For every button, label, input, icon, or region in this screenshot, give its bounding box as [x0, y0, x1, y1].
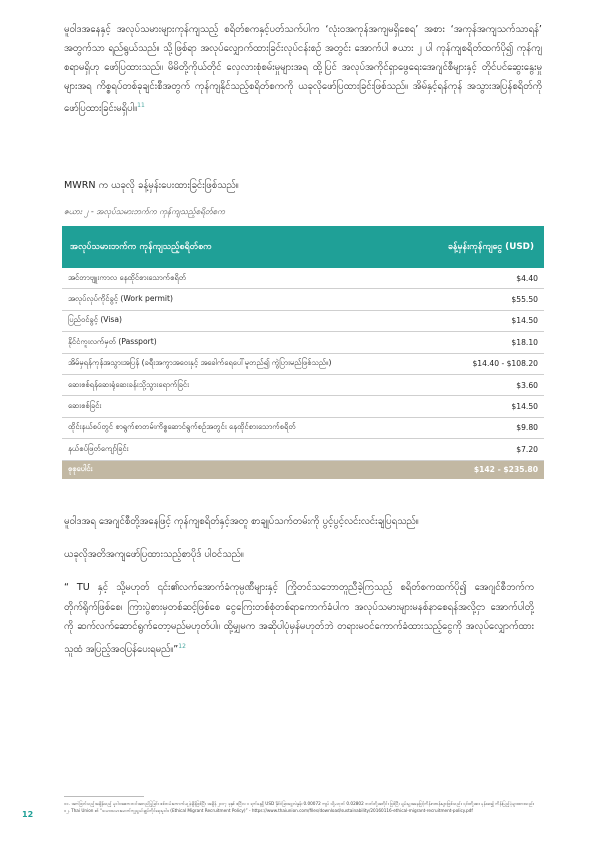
- row-cost: $3.60: [438, 374, 544, 395]
- row-cost: $18.10: [438, 332, 544, 353]
- table-row: [62, 332, 544, 353]
- policy-paragraph: မူဝါဒအရ အေဂျင်စီတို့အနေဖြင့် ကုန်ကျစရိတ်နှင့်အတူ စာချုပ်သက်တမ်းကို ပွင့်ပွင့်လင်းလင်းချပြရသည်။: [64, 516, 419, 527]
- quote-text: “ TU နှင့် သို့မဟုတ် ၎င်း၏လက်အောက်ခံကုမ္ပဏီများနှင့် ကြိုတင်သဘောတူညီခဲ့ကြသည့် စရိတ်စကထက်ပို၍ အေဂျင်စီဘက်က တိုက်ရိုက်ဖြစ်စေ၊ ကြားပွဲစားမှတစ်ဆင့်ဖြစ်စေ ငွေကြေးတစ်စုံတစ်ရာကောက်ခံပါက အလုပ်သမားများမနစ်နာစေရန်အလို့ငှာ အောက်ပါတို့ကို ဆက်လက်ဆောင်ရွက်တော့မည်မဟုတ်ပါ။ ထို့မျှမက အဆိုပါပုံမှန်မဟုတ်ဘဲ တရားမဝင်ကောက်ခံထားသည့်ငွေကို အလုပ်လျှောက်ထားသူထံ အပြည့်အဝပြန်ပေးရမည်။”: [64, 582, 534, 655]
- row-item: နယ်စပ်ဖြတ်ကျော်ခြင်း: [62, 439, 438, 460]
- row-item: အလုပ်လုပ်ကိုင်ခွင့် (Work permit): [62, 289, 438, 310]
- row-cost: $55.50: [438, 289, 544, 310]
- header-item: အလုပ်သမားဘက်က ကုန်ကျသည့်စရိတ်စက: [62, 226, 438, 268]
- row-item: အင်တာဗျူးကာလ နေထိုင်စားသောက်စရိတ်: [62, 268, 438, 289]
- row-item: ဆေးစစ်ခြင်း: [62, 396, 438, 417]
- table-row: [62, 268, 544, 289]
- intro-text: မူဝါဒအနေနှင့် အလုပ်သမားများကုန်ကျသည့် စရိတ်စကနှင့်ပတ်သက်ပါက ‘လုံးဝအကုန်အကျမရှိစေရ’ အစား ‘အကုန်အကျသက်သာရန်’ အတွက်သာ ရည်ရွယ်သည်။ သို့ဖြစ်ရာ အလုပ်လျှောက်ထားခြင်းလုပ်ငန်းစဉ် အတွင်း အောက်ပါ ဇယား ၂ ပါ ကုန်ကျစရိတ်ထက်ပို၍ ကုန်ကျစရာမရှိဟု ဖော်ပြထားသည်။ မိမိတို့ကိုယ်တိုင် လှေလားစုံစမ်းမှုများအရ ထို့ပြင် အလုပ်အကိုင်ရှာဖွေရေးအေဂျင်စီများနှင့် တိုင်ပင်ဆွေးနွေးမှုများအရ ကိစ္စရပ်တစ်ခုချင်းစီအတွက် ကုန်ကျနိုင်သည့်စရိတ်စကကို ယခုလိုဖော်ပြထားခြင်းဖြစ်သည်။ အိမ်နှင့်ရန်ကုန် အသွားအပြန်စရိတ်ကို ဖော်ပြထားခြင်းမရှိပါ။: [64, 24, 542, 115]
- row-item: ဆေးစစ်ရန်ဆေးရုံဆေးခန်းသို့သွားရောက်ခြင်း: [62, 374, 438, 395]
- cost-table: [62, 226, 544, 479]
- row-cost: $14.50: [438, 310, 544, 331]
- footnote-11: ၁၁. အကဲဖြတ်သည့်အချိန်သည့် မူဝါဒအစကတင်အတည်ပြုခြင်း စစ်တမ်းကောက်ယူခဲ့ချိန်ဖြစ်ပြီး အချိန် ၂၀၁၇ ခုနှစ် ဧပြီလ ၁ ရက်နေ့ရှိ USD နိုင်ငံခြားငွေလဲနှုန်း 0.00072 ကျပ် သို့မဟုတ် 0.02802 ဘတ်တို့အတိုင်း ဖြစ်ပြီး ပျမ်းမျှအနေဖြင့်ကိန်းဂဏန်းများဖြစ်သည်။ ၎င်းတို့အား မှန်းဆ၍ ကိန်းပြည့်ပုံများထားသည်။: [64, 801, 535, 806]
- row-cost: $14.40 - $108.20: [438, 353, 544, 374]
- table-row: [62, 439, 544, 460]
- row-item: အိမ်မှရန်ကုန်အသွားအပြန် (ခရီးအကွာအဝေးနှင့် အခေါက်ရေပေါ်မူတည်၍ ကွဲပြားမည်ဖြစ်သည်။): [62, 353, 438, 374]
- table-caption: ဇယား ၂ - အလုပ်သမားဘက်က ကုန်ကျသည့်စရိတ်စက: [64, 207, 225, 216]
- intro-paragraph: [64, 20, 542, 118]
- header-cost: ခန့်မှန်းကုန်ကျငွေ (USD): [438, 226, 544, 268]
- total-label: စုစုပေါင်း: [62, 460, 438, 479]
- row-item: ပြည်ဝင်ခွင့် (Visa): [62, 310, 438, 331]
- page-number: 12: [22, 810, 34, 819]
- table-row: [62, 417, 544, 438]
- table-total-row: [62, 460, 544, 479]
- row-cost: $9.80: [438, 417, 544, 438]
- table-row: [62, 374, 544, 395]
- footnote-12[interactable]: ၁၂. Thai Union ၏ “သမားသမားမောက်ကူညွယ်ချုပ်ကိုင်ရေးမူဝါဒ (Ethical Migrant Recruitment Policy)” - https://www.thaiunion.com/files/download/sustainability/20160116-ethical-migrant-recruitment-policy.pdf: [64, 808, 473, 813]
- table-row: [62, 310, 544, 331]
- row-item: နိုင်ငံကူးလက်မှတ် (Passport): [62, 332, 438, 353]
- row-cost: $4.40: [438, 268, 544, 289]
- total-cost: $142 - $235.80: [438, 460, 544, 479]
- row-cost: $14.50: [438, 396, 544, 417]
- row-cost: $7.20: [438, 439, 544, 460]
- policy-quote: [64, 578, 534, 659]
- table-row: [62, 353, 544, 374]
- footnote-ref-12[interactable]: 12: [178, 642, 186, 650]
- footnote-divider: [64, 796, 144, 797]
- estimate-paragraph: MWRN က ယခုလို ခန့်မှန်းပေးထားခြင်းဖြစ်သည်။: [64, 180, 239, 191]
- table-row: [62, 289, 544, 310]
- table-header-row: [62, 226, 544, 268]
- table-row: [62, 396, 544, 417]
- footnote-ref-11[interactable]: 11: [137, 102, 145, 109]
- footnotes: [64, 800, 542, 814]
- row-item: ထိုင်းနယ်စပ်တွင် စာရွက်စာတမ်းကိစ္စဆောင်ရွက်စဉ်အတွင်း နေထိုင်စားသောက်စရိတ်: [62, 417, 438, 438]
- quote-intro-paragraph: ယခုလိုအတိအကျဖော်ပြထားသည့်စာပိုဒ် ပါဝင်သည်။: [64, 549, 244, 560]
